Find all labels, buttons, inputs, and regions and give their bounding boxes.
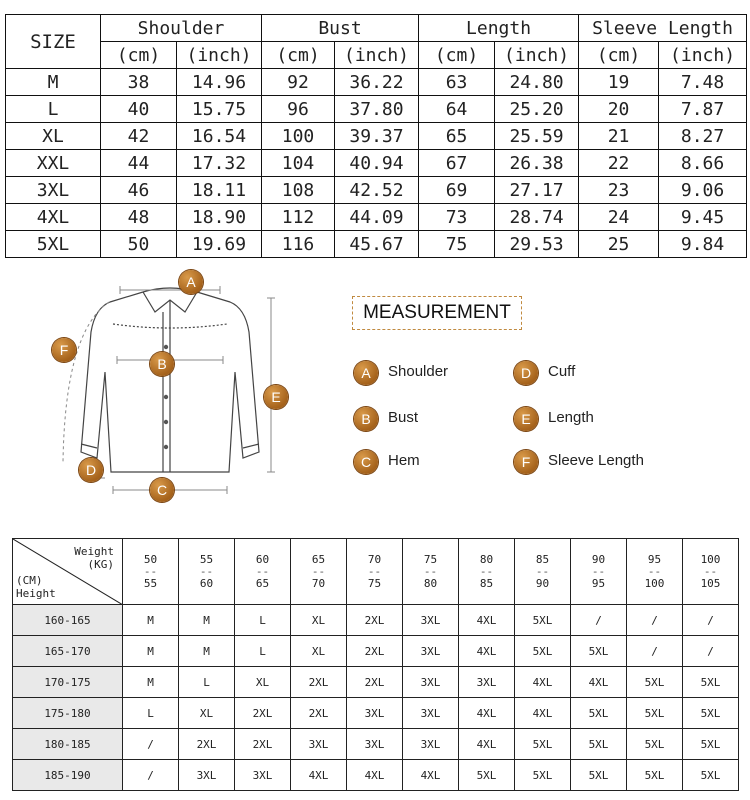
recommended-size-cell: / (123, 760, 179, 791)
legend-badge: C (354, 450, 378, 474)
measurement-cell: 25 (579, 231, 659, 258)
weight-range-to: 80 (423, 576, 438, 590)
legend-label: Shoulder (388, 363, 449, 380)
size-row (6, 204, 747, 231)
recommended-size-cell: 4XL (459, 729, 515, 760)
recommended-size-cell: 4XL (291, 760, 347, 791)
measurement-cell: 67 (419, 150, 495, 177)
size-label-cell: L (6, 96, 101, 123)
recommended-size-cell: / (571, 605, 627, 636)
measurement-cell: 8.66 (659, 150, 747, 177)
recommended-size-cell: L (179, 667, 235, 698)
recommended-size-cell: L (235, 605, 291, 636)
recommended-size-cell: 4XL (459, 698, 515, 729)
measurement-cell: 9.45 (659, 204, 747, 231)
legend-badge: F (514, 450, 538, 474)
measurement-cell: 38 (101, 69, 177, 96)
legend-label: Hem (388, 452, 420, 469)
unit-inch: (inch) (495, 42, 579, 69)
recommended-size-cell: 3XL (179, 760, 235, 791)
measurement-cell: 9.84 (659, 231, 747, 258)
size-label-cell: 5XL (6, 231, 101, 258)
measurement-cell: 45.67 (335, 231, 419, 258)
measurement-cell: 7.87 (659, 96, 747, 123)
measurement-cell: 22 (579, 150, 659, 177)
weight-range-header (291, 539, 347, 605)
recommended-size-cell: 5XL (515, 605, 571, 636)
measurement-cell: 28.74 (495, 204, 579, 231)
weight-range-from: 100 (700, 552, 721, 566)
recommended-size-cell: 5XL (683, 667, 739, 698)
weight-range-to: 75 (367, 576, 382, 590)
recommended-size-cell: 5XL (571, 698, 627, 729)
legend-badge: D (514, 361, 538, 385)
recommended-size-cell: 4XL (459, 636, 515, 667)
weight-range-from: 75 (423, 552, 438, 566)
recommended-size-cell: 5XL (627, 667, 683, 698)
weight-range-to: 90 (535, 576, 550, 590)
weight-range-from: 90 (591, 552, 606, 566)
recommended-size-cell: 3XL (235, 760, 291, 791)
measurement-cell: 26.38 (495, 150, 579, 177)
weight-label: Weight (74, 545, 114, 558)
size-label-cell: 4XL (6, 204, 101, 231)
recommended-size-cell: M (179, 605, 235, 636)
diagram-badge-a: A (179, 270, 203, 294)
recommended-size-cell: 5XL (683, 729, 739, 760)
recommended-size-cell: M (123, 667, 179, 698)
weight-range-header (459, 539, 515, 605)
weight-unit: (KG) (87, 558, 114, 571)
diagram-badge-e: E (264, 385, 288, 409)
weight-range-to: 95 (591, 576, 606, 590)
recommended-size-cell: XL (291, 636, 347, 667)
recommended-size-cell: 5XL (459, 760, 515, 791)
weight-range-dash: -- (479, 564, 494, 578)
measurement-cell: 65 (419, 123, 495, 150)
recommended-size-cell: 4XL (347, 760, 403, 791)
measurement-cell: 25.59 (495, 123, 579, 150)
measurement-section (0, 262, 750, 502)
weight-header-row (13, 539, 739, 605)
weight-range-to: 55 (143, 576, 158, 590)
recommended-size-cell: 5XL (571, 636, 627, 667)
size-label-cell: M (6, 69, 101, 96)
weight-range-from: 60 (255, 552, 270, 566)
measurement-cell: 48 (101, 204, 177, 231)
recommended-size-cell: 3XL (403, 698, 459, 729)
measurement-cell: 7.48 (659, 69, 747, 96)
size-label-cell: XL (6, 123, 101, 150)
recommended-size-cell: 3XL (403, 605, 459, 636)
weight-range-header (403, 539, 459, 605)
recommended-size-cell: / (123, 729, 179, 760)
measurement-cell: 46 (101, 177, 177, 204)
diagram-badge-f: F (52, 338, 76, 362)
weight-range-dash: -- (703, 564, 718, 578)
height-row (13, 729, 739, 760)
weight-range-header (179, 539, 235, 605)
weight-range-header (123, 539, 179, 605)
recommended-size-cell: 3XL (347, 698, 403, 729)
weight-range-header (683, 539, 739, 605)
weight-range-from: 95 (647, 552, 662, 566)
measurement-cell: 16.54 (177, 123, 262, 150)
recommended-size-cell: / (627, 605, 683, 636)
measurement-cell: 14.96 (177, 69, 262, 96)
weight-range-to: 105 (700, 576, 721, 590)
size-row (6, 150, 747, 177)
measurement-cell: 23 (579, 177, 659, 204)
measurement-cell: 19.69 (177, 231, 262, 258)
weight-range-dash: -- (367, 564, 382, 578)
measurement-cell: 27.17 (495, 177, 579, 204)
recommended-size-cell: 2XL (347, 636, 403, 667)
recommended-size-cell: 4XL (571, 667, 627, 698)
measurement-cell: 112 (262, 204, 335, 231)
unit-inch: (inch) (659, 42, 747, 69)
recommended-size-cell: 2XL (347, 667, 403, 698)
height-row (13, 698, 739, 729)
measurement-cell: 69 (419, 177, 495, 204)
recommended-size-cell: 2XL (235, 698, 291, 729)
recommended-size-cell: 4XL (515, 698, 571, 729)
legend-badge: B (354, 407, 378, 431)
size-chart-table (5, 14, 747, 258)
recommended-size-cell: 3XL (403, 636, 459, 667)
legend-label: Length (548, 409, 594, 426)
measurement-cell: 29.53 (495, 231, 579, 258)
sleeve-length-header: Sleeve Length (579, 15, 747, 42)
weight-range-to: 85 (479, 576, 494, 590)
measurement-cell: 73 (419, 204, 495, 231)
legend-badge: A (354, 361, 378, 385)
measurement-cell: 75 (419, 231, 495, 258)
height-row (13, 667, 739, 698)
recommended-size-cell: 5XL (571, 729, 627, 760)
weight-range-from: 70 (367, 552, 382, 566)
measurement-cell: 100 (262, 123, 335, 150)
size-table-unit-row (6, 42, 747, 69)
diagram-badge-c: C (150, 478, 174, 502)
shirt-diagram (25, 262, 325, 502)
weight-range-dash: -- (647, 564, 662, 578)
weight-range-header (347, 539, 403, 605)
measurement-cell: 116 (262, 231, 335, 258)
recommended-size-cell: 5XL (571, 760, 627, 791)
measurement-cell: 18.11 (177, 177, 262, 204)
measurement-cell: 8.27 (659, 123, 747, 150)
recommended-size-cell: 4XL (403, 760, 459, 791)
length-header: Length (419, 15, 579, 42)
measurement-cell: 40 (101, 96, 177, 123)
recommended-size-cell: 2XL (291, 667, 347, 698)
measurement-cell: 63 (419, 69, 495, 96)
height-axis-label (16, 574, 56, 600)
unit-inch: (inch) (177, 42, 262, 69)
weight-range-dash: -- (423, 564, 438, 578)
height-row (13, 605, 739, 636)
measurement-cell: 64 (419, 96, 495, 123)
measurement-cell: 44 (101, 150, 177, 177)
weight-range-header (571, 539, 627, 605)
corner-header-cell (13, 539, 123, 605)
recommended-size-cell: M (179, 636, 235, 667)
recommended-size-cell: 2XL (235, 729, 291, 760)
weight-range-to: 65 (255, 576, 270, 590)
measurement-cell: 50 (101, 231, 177, 258)
recommended-size-cell: 5XL (627, 729, 683, 760)
weight-axis-label (74, 545, 114, 571)
weight-range-dash: -- (591, 564, 606, 578)
size-row (6, 123, 747, 150)
recommended-size-cell: 2XL (291, 698, 347, 729)
recommended-size-cell: 2XL (347, 605, 403, 636)
weight-range-to: 60 (199, 576, 214, 590)
recommended-size-cell: / (627, 636, 683, 667)
measurement-cell: 108 (262, 177, 335, 204)
measurement-cell: 42 (101, 123, 177, 150)
recommended-size-cell: 3XL (403, 667, 459, 698)
weight-range-dash: -- (143, 564, 158, 578)
recommended-size-cell: 3XL (403, 729, 459, 760)
height-row (13, 636, 739, 667)
measurement-cell: 19 (579, 69, 659, 96)
measurement-cell: 42.52 (335, 177, 419, 204)
recommended-size-cell: 3XL (459, 667, 515, 698)
height-row (13, 760, 739, 791)
height-range-cell: 180-185 (13, 729, 123, 760)
legend-label: Cuff (548, 363, 576, 380)
unit-cm: (cm) (262, 42, 335, 69)
legend-badge: E (514, 407, 538, 431)
height-unit: (CM) (16, 574, 43, 587)
weight-range-from: 65 (311, 552, 326, 566)
recommended-size-cell: 5XL (515, 636, 571, 667)
measurement-cell: 24 (579, 204, 659, 231)
shoulder-header: Shoulder (101, 15, 262, 42)
weight-range-header (515, 539, 571, 605)
legend-label: Sleeve Length (548, 452, 644, 469)
weight-range-from: 50 (143, 552, 158, 566)
size-table-header-row (6, 15, 747, 42)
measurement-cell: 18.90 (177, 204, 262, 231)
size-column-header: SIZE (6, 15, 101, 69)
weight-range-dash: -- (255, 564, 270, 578)
weight-range-dash: -- (535, 564, 550, 578)
size-label-cell: 3XL (6, 177, 101, 204)
recommended-size-cell: 5XL (515, 729, 571, 760)
recommended-size-cell: 5XL (627, 760, 683, 791)
unit-cm: (cm) (579, 42, 659, 69)
size-row (6, 231, 747, 258)
measurement-cell: 44.09 (335, 204, 419, 231)
weight-range-to: 70 (311, 576, 326, 590)
recommended-size-cell: / (683, 605, 739, 636)
unit-inch: (inch) (335, 42, 419, 69)
measurement-cell: 9.06 (659, 177, 747, 204)
measurement-cell: 21 (579, 123, 659, 150)
unit-cm: (cm) (419, 42, 495, 69)
measurement-cell: 40.94 (335, 150, 419, 177)
weight-range-header (235, 539, 291, 605)
measurement-cell: 24.80 (495, 69, 579, 96)
measurement-cell: 104 (262, 150, 335, 177)
recommended-size-cell: XL (179, 698, 235, 729)
recommended-size-cell: / (683, 636, 739, 667)
measurement-cell: 37.80 (335, 96, 419, 123)
recommended-size-cell: 5XL (683, 698, 739, 729)
measurement-cell: 20 (579, 96, 659, 123)
height-label: Height (16, 587, 56, 600)
measurement-title: MEASUREMENT (352, 296, 522, 330)
height-range-cell: 165-170 (13, 636, 123, 667)
measurement-cell: 39.37 (335, 123, 419, 150)
weight-range-header (627, 539, 683, 605)
recommended-size-cell: 3XL (347, 729, 403, 760)
recommended-size-cell: L (235, 636, 291, 667)
size-row (6, 96, 747, 123)
bust-header: Bust (262, 15, 419, 42)
recommended-size-cell: 5XL (627, 698, 683, 729)
size-row (6, 69, 747, 96)
weight-range-from: 55 (199, 552, 214, 566)
measurement-cell: 25.20 (495, 96, 579, 123)
measurement-cell: 96 (262, 96, 335, 123)
recommended-size-cell: 5XL (515, 760, 571, 791)
weight-range-from: 85 (535, 552, 550, 566)
unit-cm: (cm) (101, 42, 177, 69)
recommended-size-cell: XL (291, 605, 347, 636)
recommended-size-cell: 2XL (179, 729, 235, 760)
recommended-size-cell: 4XL (515, 667, 571, 698)
height-range-cell: 185-190 (13, 760, 123, 791)
recommended-size-cell: 5XL (683, 760, 739, 791)
recommended-size-cell: XL (235, 667, 291, 698)
diagram-badge-b: B (150, 352, 174, 376)
weight-height-size-table (12, 538, 739, 791)
measurement-cell: 15.75 (177, 96, 262, 123)
measurement-cell: 17.32 (177, 150, 262, 177)
recommended-size-cell: M (123, 605, 179, 636)
recommended-size-cell: 3XL (291, 729, 347, 760)
size-row (6, 177, 747, 204)
weight-range-dash: -- (199, 564, 214, 578)
weight-range-to: 100 (644, 576, 665, 590)
measurement-cell: 92 (262, 69, 335, 96)
height-range-cell: 170-175 (13, 667, 123, 698)
diagram-badge-d: D (79, 458, 103, 482)
height-range-cell: 160-165 (13, 605, 123, 636)
legend-label: Bust (388, 409, 419, 426)
weight-range-from: 80 (479, 552, 494, 566)
size-label-cell: XXL (6, 150, 101, 177)
height-range-cell: 175-180 (13, 698, 123, 729)
recommended-size-cell: 4XL (459, 605, 515, 636)
measurement-cell: 36.22 (335, 69, 419, 96)
recommended-size-cell: M (123, 636, 179, 667)
weight-range-dash: -- (311, 564, 326, 578)
recommended-size-cell: L (123, 698, 179, 729)
